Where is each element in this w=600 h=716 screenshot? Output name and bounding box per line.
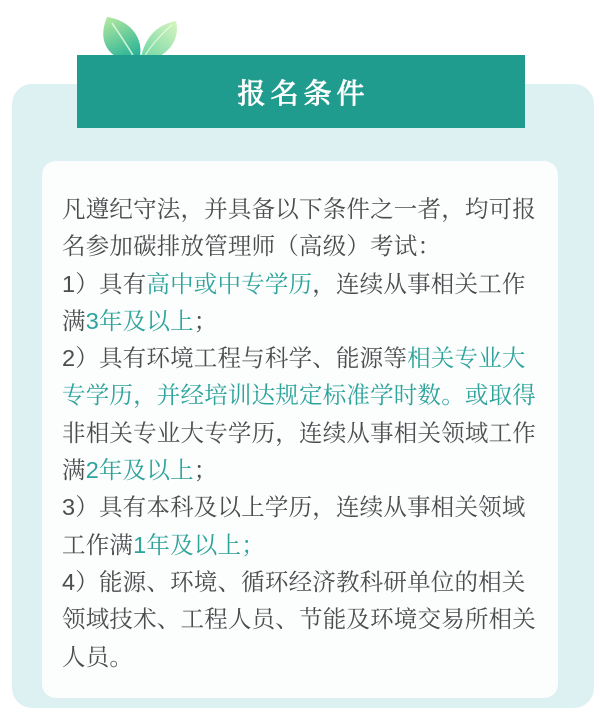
text-line xyxy=(62,191,540,228)
page-title: 报名条件 xyxy=(237,77,370,109)
highlighted-text: 高中或中专学历 xyxy=(146,270,313,297)
highlighted-text: 3年及以上 xyxy=(85,307,194,334)
text-line xyxy=(62,564,540,601)
body-text: 名参加碳排放管理师（高级）考试： xyxy=(62,233,442,260)
text-line xyxy=(62,340,540,377)
highlighted-text: 相关专业大 xyxy=(407,345,526,372)
content-card xyxy=(42,161,558,698)
body-text: 人员。 xyxy=(62,643,134,670)
highlighted-text: 专学历，并经培训达规定标准学时数。或取得 xyxy=(62,382,536,409)
card-lines xyxy=(42,161,558,676)
body-text: 领域技术、工程人员、节能及环境交易所相关 xyxy=(62,606,536,633)
body-text: ； xyxy=(193,307,218,334)
text-line xyxy=(62,303,540,340)
text-line xyxy=(62,452,540,489)
highlighted-text: ； xyxy=(241,531,265,558)
title-banner xyxy=(77,55,525,128)
body-text: ，连续从事相关工作 xyxy=(312,270,526,297)
body-text: 2）具有环境工程与科学、能源等 xyxy=(62,345,408,372)
body-text: 工作满 xyxy=(62,531,134,558)
text-line xyxy=(62,489,540,526)
body-text: 满 xyxy=(62,307,86,334)
body-text: 1）具有 xyxy=(62,270,147,297)
text-line xyxy=(62,639,540,676)
body-text: 满 xyxy=(62,457,86,484)
body-text: 4）能源、环境、循环经济教科研单位的相关 xyxy=(62,568,526,595)
text-line xyxy=(62,228,540,265)
text-line xyxy=(62,415,540,452)
text-line xyxy=(62,377,540,414)
body-text: 凡遵纪守法，并具备以下条件之一者，均可报 xyxy=(62,196,536,222)
body-text: 非相关专业大专学历，连续从事相关领域工作 xyxy=(62,419,536,446)
text-line xyxy=(62,601,540,638)
text-line xyxy=(62,527,540,564)
highlighted-text: 1年及以上 xyxy=(133,531,242,558)
body-text: 3）具有本科及以上学历，连续从事相关领域 xyxy=(62,494,526,521)
text-line xyxy=(62,266,540,303)
highlighted-text: 2年及以上 xyxy=(85,457,194,484)
body-text: ； xyxy=(193,457,218,484)
